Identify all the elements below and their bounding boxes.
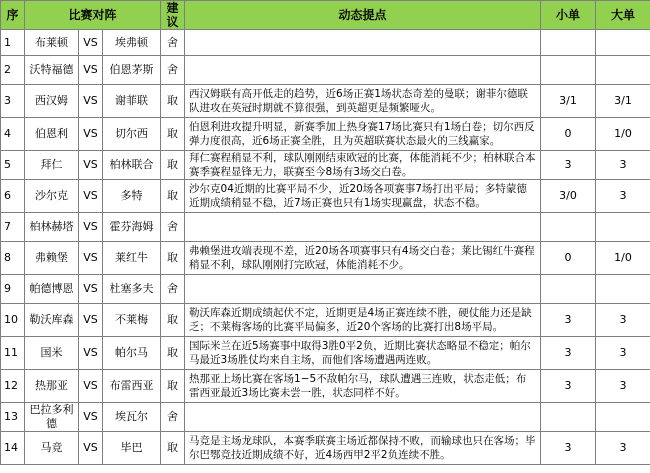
table-row	[1, 304, 650, 337]
home-team: 沃特福德	[25, 56, 79, 85]
advice-cell: 取	[161, 151, 185, 180]
home-team: 伯恩利	[25, 118, 79, 151]
big-bet: 1/0	[596, 242, 650, 275]
note-cell: 拜仁赛程稍显不利，球队刚刚结束欧冠的比赛，体能消耗不少；柏林联合本赛季赛程显锋无力，联赛至今8场有3场交白卷。	[185, 151, 541, 180]
note-cell: 勒沃库森近期成绩起伏不定，近期更是4场正赛连续不胜，硬仗能力还是缺乏；不莱梅客场的比赛平局偏多，近20个客场的比赛打出8场平局。	[185, 304, 541, 337]
home-team: 巴拉多利德	[25, 403, 79, 432]
home-team: 勒沃库森	[25, 304, 79, 337]
small-bet: 3	[541, 337, 596, 370]
row-index: 8	[1, 242, 25, 275]
small-bet	[541, 30, 596, 56]
advice-cell: 取	[161, 118, 185, 151]
advice-cell: 取	[161, 85, 185, 118]
small-bet	[541, 403, 596, 432]
vs-label: VS	[79, 275, 103, 304]
header-advice: 建议	[161, 1, 185, 30]
away-team: 不莱梅	[103, 304, 161, 337]
row-index: 10	[1, 304, 25, 337]
away-team: 切尔西	[103, 118, 161, 151]
small-bet	[541, 275, 596, 304]
table-header-row	[1, 1, 650, 30]
home-team: 西汉姆	[25, 85, 79, 118]
advice-cell: 舍	[161, 275, 185, 304]
table-row	[1, 118, 650, 151]
big-bet: 3	[596, 337, 650, 370]
note-cell: 沙尔克04近期的比赛平局不少，近20场各项赛事7场打出平局；多特蒙德近期成绩稍显不稳，近7场正赛也只有1场实现赢盘，状态不稳。	[185, 180, 541, 213]
header-note: 动态提点	[185, 1, 541, 30]
away-team: 谢菲联	[103, 85, 161, 118]
row-index: 6	[1, 180, 25, 213]
vs-label: VS	[79, 118, 103, 151]
away-team: 莱红牛	[103, 242, 161, 275]
vs-label: VS	[79, 85, 103, 118]
small-bet: 3	[541, 304, 596, 337]
vs-label: VS	[79, 337, 103, 370]
small-bet: 0	[541, 118, 596, 151]
vs-label: VS	[79, 151, 103, 180]
small-bet: 3/0	[541, 180, 596, 213]
big-bet: 3	[596, 151, 650, 180]
vs-label: VS	[79, 180, 103, 213]
table-row	[1, 275, 650, 304]
advice-cell: 舍	[161, 56, 185, 85]
table-row	[1, 30, 650, 56]
big-bet	[596, 403, 650, 432]
small-bet	[541, 213, 596, 242]
away-team: 伯恩茅斯	[103, 56, 161, 85]
big-bet: 1/0	[596, 118, 650, 151]
big-bet: 3	[596, 432, 650, 465]
advice-cell: 舍	[161, 403, 185, 432]
advice-cell: 舍	[161, 213, 185, 242]
row-index: 1	[1, 30, 25, 56]
row-index: 11	[1, 337, 25, 370]
advice-cell: 取	[161, 304, 185, 337]
note-cell	[185, 403, 541, 432]
note-cell	[185, 56, 541, 85]
away-team: 霍芬海姆	[103, 213, 161, 242]
note-cell: 热那亚上场比赛在客场1−5不敌帕尔马，球队遭遇三连败，状态走低；布雷西亚最近3场比赛未尝一胜，状态同样不好。	[185, 370, 541, 403]
home-team: 热那亚	[25, 370, 79, 403]
header-match: 比赛对阵	[25, 1, 161, 30]
advice-cell: 取	[161, 180, 185, 213]
away-team: 埃瓦尔	[103, 403, 161, 432]
away-team: 杜塞多夫	[103, 275, 161, 304]
big-bet	[596, 56, 650, 85]
small-bet: 3	[541, 151, 596, 180]
big-bet	[596, 213, 650, 242]
away-team: 毕巴	[103, 432, 161, 465]
big-bet: 3	[596, 304, 650, 337]
home-team: 国米	[25, 337, 79, 370]
vs-label: VS	[79, 432, 103, 465]
big-bet: 3/1	[596, 85, 650, 118]
row-index: 3	[1, 85, 25, 118]
row-index: 5	[1, 151, 25, 180]
table-row	[1, 403, 650, 432]
big-bet	[596, 275, 650, 304]
header-big: 大单	[596, 1, 650, 30]
row-index: 9	[1, 275, 25, 304]
note-cell: 弗赖堡进攻端表现不差，近20场各项赛事只有4场交白卷；莱比锡红牛赛程稍显不利，球队刚刚打完欧冠，体能消耗不少。	[185, 242, 541, 275]
vs-label: VS	[79, 304, 103, 337]
note-cell: 伯恩利进攻提升明显，新赛季加上热身赛17场比赛只有1场白卷；切尔西反弹力度很高，近6场正赛全胜，且为英超联赛状态最火的三线赢家。	[185, 118, 541, 151]
home-team: 柏林赫塔	[25, 213, 79, 242]
row-index: 7	[1, 213, 25, 242]
home-team: 帕德博恩	[25, 275, 79, 304]
note-cell	[185, 275, 541, 304]
table-row	[1, 56, 650, 85]
header-small: 小单	[541, 1, 596, 30]
table-row	[1, 337, 650, 370]
table-row	[1, 432, 650, 465]
table-row	[1, 370, 650, 403]
vs-label: VS	[79, 370, 103, 403]
away-team: 布雷西亚	[103, 370, 161, 403]
note-cell: 西汉姆联有高开低走的趋势，近6场正赛1场状态奇差的曼联；谢菲尔德联队进攻在英冠时期就不算很强，到英超更是频繁哑火。	[185, 85, 541, 118]
home-team: 布莱顿	[25, 30, 79, 56]
home-team: 拜仁	[25, 151, 79, 180]
home-team: 沙尔克	[25, 180, 79, 213]
vs-label: VS	[79, 213, 103, 242]
home-team: 马竞	[25, 432, 79, 465]
note-cell: 国际米兰在近5场赛事中取得3胜0平2负，近期比赛状态略显不稳定；帕尔马最近3场胜仗均来自主场，而他们客场遭遇两连败。	[185, 337, 541, 370]
advice-cell: 取	[161, 242, 185, 275]
big-bet: 3	[596, 180, 650, 213]
vs-label: VS	[79, 56, 103, 85]
vs-label: VS	[79, 242, 103, 275]
big-bet: 3	[596, 370, 650, 403]
advice-cell: 取	[161, 432, 185, 465]
note-cell	[185, 213, 541, 242]
table-row	[1, 213, 650, 242]
away-team: 帕尔马	[103, 337, 161, 370]
row-index: 12	[1, 370, 25, 403]
table-row	[1, 151, 650, 180]
table-row	[1, 180, 650, 213]
advice-cell: 取	[161, 337, 185, 370]
note-cell: 马竞是主场龙球队，本赛季联赛主场近都保持不败，而输球也只在客场；毕尔巴鄂竞技近期成绩不好，近4场西甲2平2负连续不胜。	[185, 432, 541, 465]
table-row	[1, 242, 650, 275]
note-cell	[185, 30, 541, 56]
vs-label: VS	[79, 403, 103, 432]
small-bet: 0	[541, 242, 596, 275]
away-team: 柏林联合	[103, 151, 161, 180]
vs-label: VS	[79, 30, 103, 56]
small-bet: 3	[541, 370, 596, 403]
advice-cell: 舍	[161, 30, 185, 56]
row-index: 14	[1, 432, 25, 465]
big-bet	[596, 30, 650, 56]
small-bet: 3	[541, 432, 596, 465]
row-index: 13	[1, 403, 25, 432]
small-bet: 3/1	[541, 85, 596, 118]
table-row	[1, 85, 650, 118]
home-team: 弗赖堡	[25, 242, 79, 275]
away-team: 多特	[103, 180, 161, 213]
small-bet	[541, 56, 596, 85]
away-team: 埃弗顿	[103, 30, 161, 56]
row-index: 4	[1, 118, 25, 151]
advice-cell: 取	[161, 370, 185, 403]
header-index: 序	[1, 1, 25, 30]
row-index: 2	[1, 56, 25, 85]
